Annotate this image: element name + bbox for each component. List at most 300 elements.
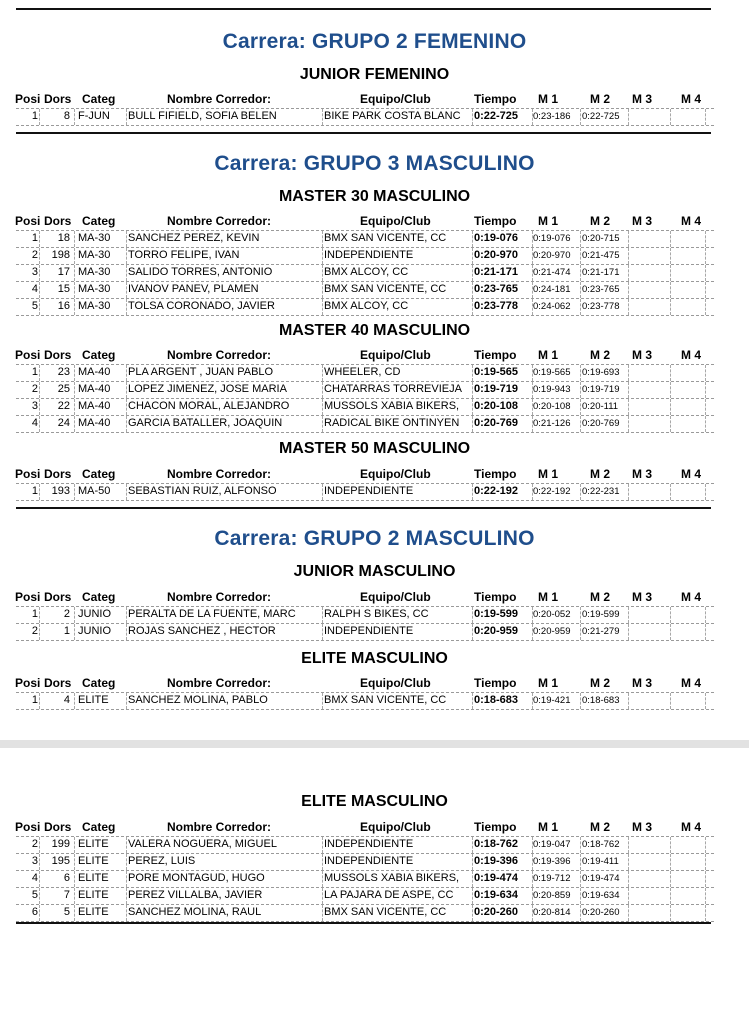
cell-divider [580, 888, 581, 904]
cell-divider [628, 416, 629, 432]
cell-divider [670, 624, 671, 640]
cell-tiempo: 0:23-765 [474, 283, 519, 295]
cell-divider [670, 299, 671, 315]
col-posi: Posi [15, 676, 41, 690]
cell-m2: 0:19-599 [582, 609, 620, 620]
cell-posi: 2 [31, 383, 38, 395]
cell-divider [472, 693, 473, 709]
cell-divider [322, 607, 323, 623]
col-dors: Dors [44, 348, 72, 362]
cell-dors: 8 [63, 110, 70, 122]
cell-divider [705, 624, 706, 640]
cell-divider [628, 265, 629, 281]
col-m4: M 4 [681, 676, 702, 690]
cell-divider [580, 871, 581, 887]
cell-equipo: INDEPENDIENTE [324, 485, 414, 497]
cell-nombre: PEREZ VILLALBA, JAVIER [128, 889, 263, 901]
section-rule [16, 132, 711, 134]
col-dors: Dors [44, 92, 72, 106]
cell-equipo: BMX SAN VICENTE, CC [324, 694, 447, 706]
table-row [16, 282, 714, 299]
cell-equipo: RADICAL BIKE ONTINYEN [324, 417, 460, 429]
col-m4: M 4 [681, 590, 702, 604]
col-nombre: Nombre Corredor: [167, 348, 272, 362]
col-m3: M 3 [632, 214, 653, 228]
cell-tiempo: 0:20-959 [474, 625, 519, 637]
cell-divider [580, 854, 581, 870]
cell-divider [705, 888, 706, 904]
cell-divider [580, 231, 581, 247]
col-dors: Dors [44, 467, 72, 481]
cell-equipo: INDEPENDIENTE [324, 249, 414, 261]
cell-dors: 17 [57, 266, 70, 278]
cell-m2: 0:18-683 [582, 695, 620, 706]
cell-divider [472, 416, 473, 432]
col-m3: M 3 [632, 348, 653, 362]
cell-posi: 3 [31, 400, 38, 412]
cell-divider [628, 854, 629, 870]
table-header [0, 92, 749, 106]
col-m1: M 1 [538, 214, 559, 228]
cell-dors: 2 [63, 608, 70, 620]
cell-categ: ELITE [78, 855, 109, 867]
cell-divider [74, 888, 75, 904]
table-header [0, 820, 749, 834]
cell-divider [472, 382, 473, 398]
cell-divider [74, 109, 75, 125]
col-m3: M 3 [632, 467, 653, 481]
cell-m2: 0:19-719 [582, 384, 620, 395]
cell-categ: ELITE [78, 694, 109, 706]
cell-nombre: SANCHEZ PEREZ, KEVIN [128, 232, 260, 244]
cell-categ: MA-40 [78, 400, 111, 412]
cell-m1: 0:21-474 [533, 267, 571, 278]
cell-dors: 7 [63, 889, 70, 901]
cell-divider [532, 231, 533, 247]
col-m2: M 2 [590, 676, 611, 690]
cell-equipo: BMX SAN VICENTE, CC [324, 232, 447, 244]
cell-divider [322, 382, 323, 398]
cell-equipo: BMX SAN VICENTE, CC [324, 283, 447, 295]
cell-equipo: INDEPENDIENTE [324, 625, 414, 637]
cell-divider [705, 416, 706, 432]
cell-nombre: GARCIA BATALLER, JOAQUIN [128, 417, 283, 429]
cell-dors: 22 [57, 400, 70, 412]
cell-divider [74, 416, 75, 432]
cell-divider [39, 854, 40, 870]
cell-nombre: PERALTA DE LA FUENTE, MARC [128, 608, 296, 620]
cell-dors: 195 [51, 855, 70, 867]
col-m1: M 1 [538, 820, 559, 834]
cell-m1: 0:19-712 [533, 873, 571, 884]
cell-divider [580, 248, 581, 264]
cell-divider [532, 109, 533, 125]
cell-divider [670, 282, 671, 298]
cell-m2: 0:18-762 [582, 839, 620, 850]
cell-divider [322, 265, 323, 281]
cell-tiempo: 0:19-565 [474, 366, 519, 378]
col-tiempo: Tiempo [474, 676, 517, 690]
cell-divider [472, 248, 473, 264]
cell-divider [670, 109, 671, 125]
col-m3: M 3 [632, 676, 653, 690]
cell-posi: 2 [31, 838, 38, 850]
cell-dors: 199 [51, 838, 70, 850]
cell-divider [39, 265, 40, 281]
col-equipo: Equipo/Club [360, 348, 431, 362]
col-m4: M 4 [681, 214, 702, 228]
cell-m2: 0:22-231 [582, 486, 620, 497]
cell-divider [39, 888, 40, 904]
col-categ: Categ [82, 820, 116, 834]
cell-divider [705, 265, 706, 281]
cell-posi: 1 [31, 608, 38, 620]
cell-equipo: INDEPENDIENTE [324, 855, 414, 867]
cell-divider [322, 888, 323, 904]
col-tiempo: Tiempo [474, 348, 517, 362]
cell-divider [322, 231, 323, 247]
col-equipo: Equipo/Club [360, 590, 431, 604]
results-page-2 [0, 748, 749, 1024]
cell-divider [628, 905, 629, 921]
cell-divider [670, 905, 671, 921]
cell-divider [472, 282, 473, 298]
cell-divider [74, 248, 75, 264]
cell-divider [532, 484, 533, 500]
cell-divider [670, 231, 671, 247]
cell-divider [532, 416, 533, 432]
cell-divider [472, 399, 473, 415]
cell-divider [628, 365, 629, 381]
cell-dors: 193 [51, 485, 70, 497]
cell-divider [580, 905, 581, 921]
cell-divider [670, 265, 671, 281]
table-row [16, 836, 714, 854]
cell-divider [74, 693, 75, 709]
cell-m1: 0:19-076 [533, 233, 571, 244]
cell-divider [472, 109, 473, 125]
cell-posi: 2 [31, 249, 38, 261]
cell-categ: MA-30 [78, 283, 111, 295]
col-equipo: Equipo/Club [360, 92, 431, 106]
cell-categ: MA-30 [78, 249, 111, 261]
cell-divider [580, 693, 581, 709]
cell-equipo: CHATARRAS TORREVIEJA [324, 383, 462, 395]
table-row [16, 416, 714, 433]
cell-divider [39, 416, 40, 432]
table-row [16, 248, 714, 265]
cell-posi: 3 [31, 266, 38, 278]
cell-divider [74, 399, 75, 415]
cell-m1: 0:24-181 [533, 284, 571, 295]
race-title: Carrera: GRUPO 2 FEMENINO [222, 30, 527, 53]
col-equipo: Equipo/Club [360, 820, 431, 834]
cell-divider [670, 399, 671, 415]
cell-divider [74, 365, 75, 381]
col-dors: Dors [44, 590, 72, 604]
cell-equipo: BMX ALCOY, CC [324, 300, 409, 312]
cell-m1: 0:21-126 [533, 418, 571, 429]
cell-divider [532, 365, 533, 381]
col-m4: M 4 [681, 348, 702, 362]
col-nombre: Nombre Corredor: [167, 214, 272, 228]
table-header [0, 214, 749, 228]
cell-m1: 0:22-192 [533, 486, 571, 497]
cell-equipo: BMX SAN VICENTE, CC [324, 906, 447, 918]
table-row [16, 108, 714, 126]
cell-m1: 0:19-565 [533, 367, 571, 378]
cell-categ: JUNIO [78, 625, 111, 637]
cell-posi: 1 [31, 366, 38, 378]
col-categ: Categ [82, 676, 116, 690]
cell-divider [580, 299, 581, 315]
cell-dors: 15 [57, 283, 70, 295]
cell-divider [322, 871, 323, 887]
cell-nombre: SANCHEZ MOLINA, PABLO [128, 694, 268, 706]
cell-divider [580, 837, 581, 853]
cell-categ: MA-30 [78, 300, 111, 312]
cell-divider [705, 871, 706, 887]
results-table [16, 606, 714, 641]
col-m3: M 3 [632, 820, 653, 834]
cell-dors: 198 [51, 249, 70, 261]
cell-posi: 1 [31, 110, 38, 122]
category-title: ELITE MASCULINO [301, 793, 448, 810]
cell-divider [580, 282, 581, 298]
cell-m2: 0:20-769 [582, 418, 620, 429]
cell-divider [322, 837, 323, 853]
cell-m2: 0:23-765 [582, 284, 620, 295]
cell-dors: 23 [57, 366, 70, 378]
cell-categ: MA-40 [78, 417, 111, 429]
cell-nombre: SANCHEZ MOLINA, RAUL [128, 906, 262, 918]
cell-posi: 6 [31, 906, 38, 918]
table-header [0, 676, 749, 690]
cell-tiempo: 0:19-474 [474, 872, 519, 884]
cell-categ: ELITE [78, 838, 109, 850]
col-m4: M 4 [681, 820, 702, 834]
col-categ: Categ [82, 467, 116, 481]
cell-categ: MA-30 [78, 232, 111, 244]
cell-divider [39, 231, 40, 247]
cell-divider [126, 365, 127, 381]
cell-categ: MA-30 [78, 266, 111, 278]
col-posi: Posi [15, 590, 41, 604]
cell-m1: 0:24-062 [533, 301, 571, 312]
cell-posi: 5 [31, 300, 38, 312]
col-equipo: Equipo/Club [360, 676, 431, 690]
col-nombre: Nombre Corredor: [167, 467, 272, 481]
col-m2: M 2 [590, 820, 611, 834]
col-nombre: Nombre Corredor: [167, 590, 272, 604]
cell-divider [532, 248, 533, 264]
cell-nombre: PEREZ, LUIS [128, 855, 196, 867]
col-m1: M 1 [538, 590, 559, 604]
cell-divider [628, 871, 629, 887]
col-dors: Dors [44, 214, 72, 228]
cell-posi: 2 [31, 625, 38, 637]
table-header [0, 467, 749, 481]
col-m4: M 4 [681, 467, 702, 481]
cell-divider [74, 624, 75, 640]
cell-divider [532, 265, 533, 281]
cell-divider [705, 693, 706, 709]
cell-tiempo: 0:22-192 [474, 485, 519, 497]
cell-divider [126, 693, 127, 709]
results-table [16, 483, 714, 501]
cell-categ: F-JUN [78, 110, 110, 122]
category-title: MASTER 50 MASCULINO [278, 440, 471, 457]
cell-m1: 0:20-052 [533, 609, 571, 620]
col-categ: Categ [82, 214, 116, 228]
cell-divider [705, 248, 706, 264]
cell-divider [628, 693, 629, 709]
cell-categ: MA-40 [78, 366, 111, 378]
cell-divider [39, 837, 40, 853]
cell-dors: 6 [63, 872, 70, 884]
cell-divider [39, 282, 40, 298]
cell-divider [126, 416, 127, 432]
cell-posi: 3 [31, 855, 38, 867]
col-posi: Posi [15, 214, 41, 228]
cell-equipo: RALPH S BIKES, CC [324, 608, 429, 620]
cell-m1: 0:20-859 [533, 890, 571, 901]
cell-divider [126, 399, 127, 415]
col-tiempo: Tiempo [474, 467, 517, 481]
col-posi: Posi [15, 467, 41, 481]
results-table [16, 364, 714, 433]
table-row [16, 871, 714, 888]
cell-divider [472, 607, 473, 623]
cell-divider [126, 248, 127, 264]
col-m3: M 3 [632, 590, 653, 604]
cell-m1: 0:23-186 [533, 111, 571, 122]
cell-divider [39, 248, 40, 264]
cell-divider [126, 265, 127, 281]
bottom-rule [16, 922, 711, 924]
col-nombre: Nombre Corredor: [167, 92, 272, 106]
cell-tiempo: 0:20-970 [474, 249, 519, 261]
cell-m1: 0:19-421 [533, 695, 571, 706]
cell-dors: 4 [63, 694, 70, 706]
cell-divider [670, 416, 671, 432]
category-title: MASTER 40 MASCULINO [278, 322, 471, 339]
cell-posi: 4 [31, 417, 38, 429]
cell-m2: 0:20-260 [582, 907, 620, 918]
cell-divider [126, 905, 127, 921]
cell-m2: 0:19-693 [582, 367, 620, 378]
cell-divider [580, 484, 581, 500]
cell-divider [628, 888, 629, 904]
cell-m1: 0:19-047 [533, 839, 571, 850]
cell-categ: ELITE [78, 872, 109, 884]
col-m1: M 1 [538, 92, 559, 106]
table-row [16, 692, 714, 710]
cell-divider [472, 265, 473, 281]
cell-divider [580, 624, 581, 640]
cell-m2: 0:21-279 [582, 626, 620, 637]
cell-divider [472, 905, 473, 921]
table-row [16, 265, 714, 282]
results-table [16, 836, 714, 922]
cell-divider [580, 382, 581, 398]
cell-tiempo: 0:19-719 [474, 383, 519, 395]
cell-divider [628, 282, 629, 298]
cell-posi: 4 [31, 283, 38, 295]
cell-divider [532, 382, 533, 398]
cell-tiempo: 0:18-762 [474, 838, 519, 850]
cell-divider [472, 854, 473, 870]
cell-tiempo: 0:22-725 [474, 110, 519, 122]
table-row [16, 399, 714, 416]
col-posi: Posi [15, 820, 41, 834]
cell-divider [628, 299, 629, 315]
cell-dors: 1 [63, 625, 70, 637]
cell-equipo: INDEPENDIENTE [324, 838, 414, 850]
cell-divider [628, 382, 629, 398]
cell-tiempo: 0:20-769 [474, 417, 519, 429]
table-row [16, 888, 714, 905]
cell-divider [39, 871, 40, 887]
cell-equipo: MUSSOLS XABIA BIKERS, [324, 400, 460, 412]
cell-tiempo: 0:21-171 [474, 266, 519, 278]
col-tiempo: Tiempo [474, 820, 517, 834]
table-row [16, 299, 714, 316]
cell-dors: 18 [57, 232, 70, 244]
cell-categ: MA-50 [78, 485, 111, 497]
col-tiempo: Tiempo [474, 590, 517, 604]
cell-divider [126, 871, 127, 887]
cell-nombre: TOLSA CORONADO, JAVIER [128, 300, 275, 312]
cell-divider [472, 624, 473, 640]
cell-posi: 1 [31, 485, 38, 497]
col-equipo: Equipo/Club [360, 467, 431, 481]
cell-dors: 24 [57, 417, 70, 429]
cell-divider [705, 109, 706, 125]
cell-divider [322, 365, 323, 381]
cell-divider [705, 905, 706, 921]
cell-nombre: IVANOV PANEV, PLAMEN [128, 283, 259, 295]
col-categ: Categ [82, 92, 116, 106]
cell-tiempo: 0:18-683 [474, 694, 519, 706]
cell-divider [74, 299, 75, 315]
cell-divider [472, 365, 473, 381]
cell-categ: ELITE [78, 906, 109, 918]
cell-tiempo: 0:23-778 [474, 300, 519, 312]
cell-divider [126, 607, 127, 623]
cell-m2: 0:21-171 [582, 267, 620, 278]
cell-dors: 16 [57, 300, 70, 312]
col-m2: M 2 [590, 348, 611, 362]
cell-divider [532, 854, 533, 870]
cell-divider [705, 399, 706, 415]
cell-divider [126, 484, 127, 500]
cell-divider [322, 399, 323, 415]
cell-divider [126, 382, 127, 398]
results-table [16, 692, 714, 710]
cell-divider [532, 282, 533, 298]
col-m1: M 1 [538, 676, 559, 690]
table-row [16, 905, 714, 922]
cell-m2: 0:20-111 [582, 401, 619, 412]
cell-divider [39, 365, 40, 381]
cell-divider [705, 382, 706, 398]
cell-categ: JUNIO [78, 608, 111, 620]
cell-divider [670, 854, 671, 870]
cell-divider [322, 282, 323, 298]
cell-posi: 4 [31, 872, 38, 884]
cell-nombre: PORE MONTAGUD, HUGO [128, 872, 265, 884]
